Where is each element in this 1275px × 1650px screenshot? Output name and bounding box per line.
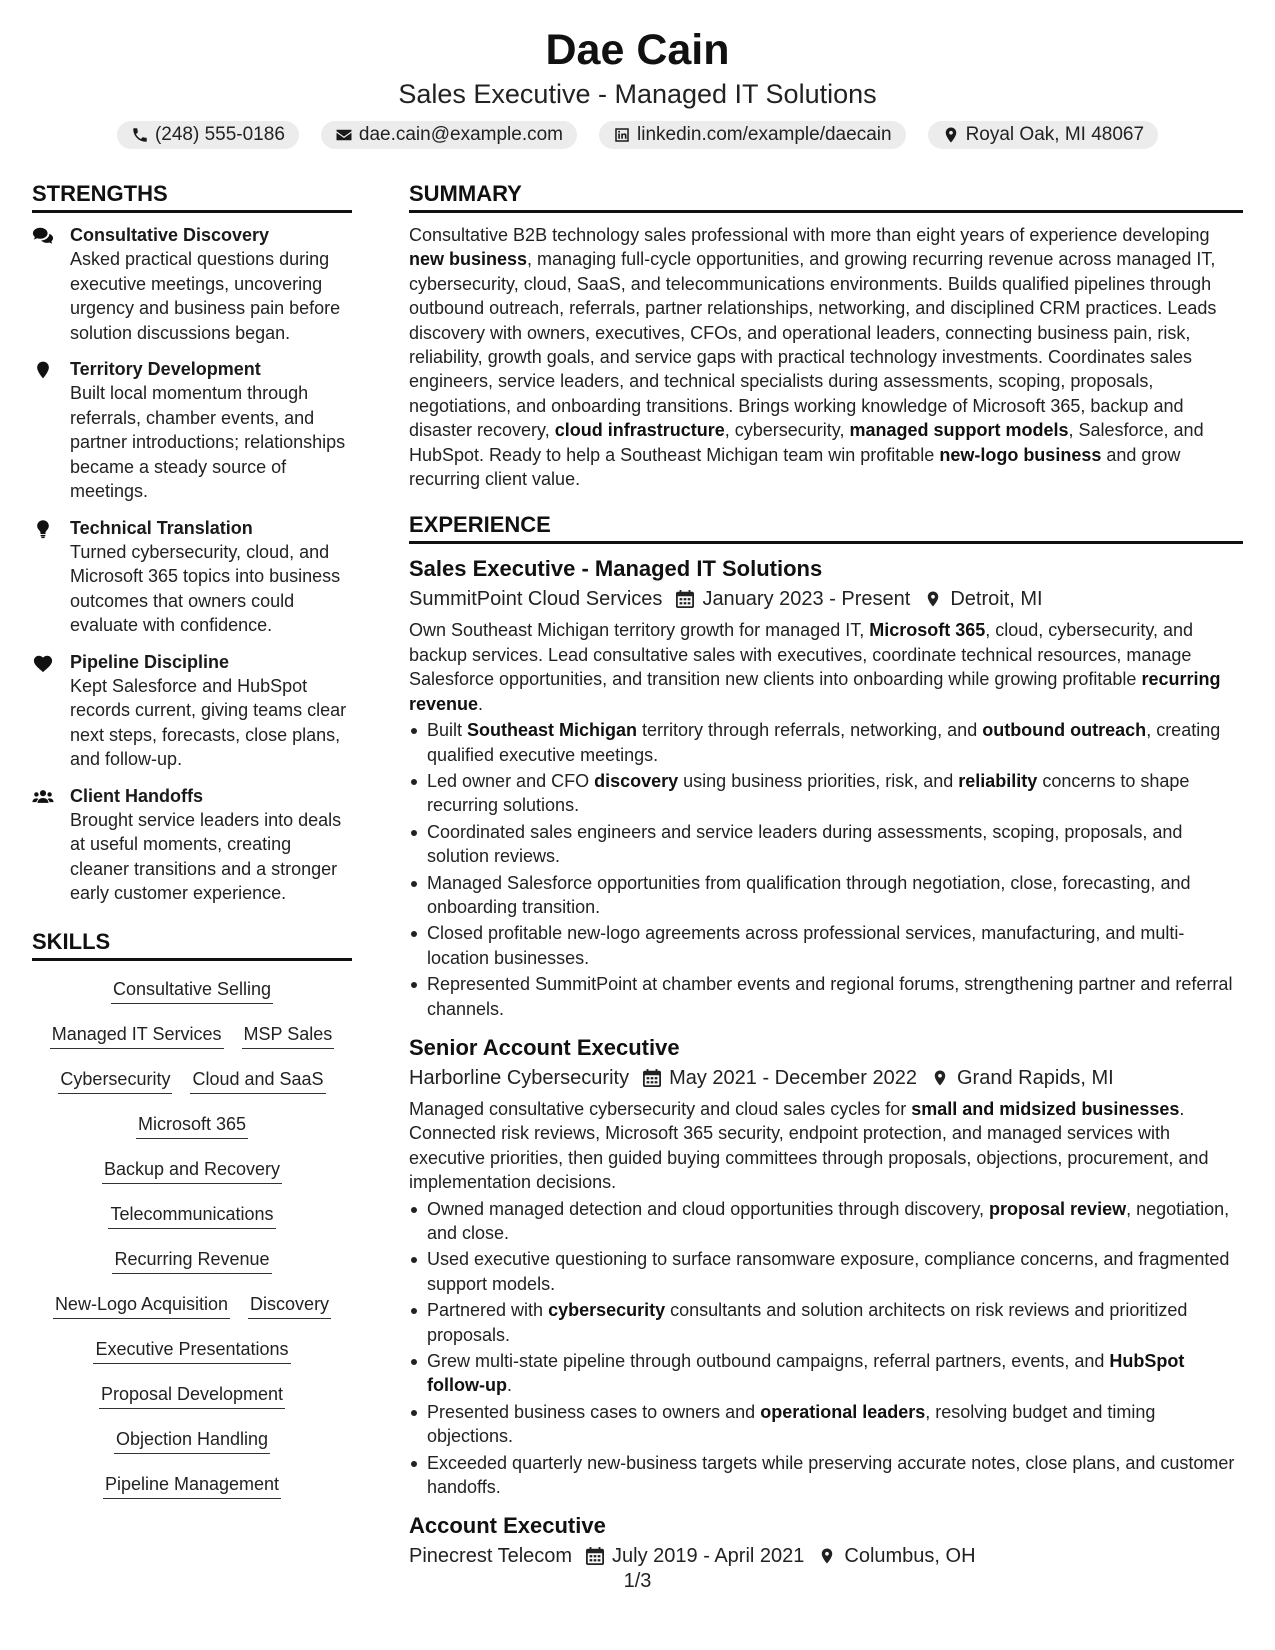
emphasis-text: new-logo business [939, 444, 1102, 465]
skills-section [32, 928, 352, 1511]
envelope-icon [335, 126, 353, 144]
calendar-icon [586, 1546, 604, 1566]
job-entry [409, 1511, 1243, 1571]
emphasis-text: new business [409, 249, 528, 270]
map-pin-icon [32, 360, 54, 380]
skill-tag: Consultative Selling [111, 977, 273, 1004]
job-dates: May 2021 - December 2022 [669, 1066, 917, 1089]
bullet-item [409, 1298, 1243, 1347]
text-run: Built [427, 720, 468, 741]
comments-icon [32, 226, 54, 246]
job-bullets [409, 1197, 1243, 1500]
job-meta [409, 1063, 1243, 1093]
text-run: Closed profitable new-logo agreements across professional services, manufacturing, and multi-location businesses. [427, 923, 1185, 968]
skill-tag: Microsoft 365 [136, 1112, 248, 1139]
text-run: . [478, 693, 484, 714]
users-icon [32, 787, 54, 807]
emphasis-text: small and midsized businesses [911, 1098, 1180, 1119]
email-text: dae.cain@example.com [358, 124, 564, 145]
strength-title: Pipeline Discipline [70, 651, 230, 672]
job-company: SummitPoint Cloud Services [409, 588, 663, 611]
strength-desc: Kept Salesforce and HubSpot records current, giving teams clear next steps, forecasts, close plans, and follow-up. [70, 675, 347, 769]
skill-tag: Discovery [248, 1292, 331, 1319]
text-run: Grew multi-state pipeline through outbound campaigns, referral partners, events, and [427, 1351, 1110, 1372]
text-run: Consultative B2B technology sales professional with more than eight years of experience developing [409, 225, 1210, 245]
strength-desc: Built local momentum through referrals, chamber events, and partner introductions; relationships became a steady source of meetings. [70, 383, 346, 501]
map-pin-icon [931, 1068, 949, 1088]
location-text: Royal Oak, MI 48067 [965, 124, 1145, 145]
strength-desc: Asked practical questions during executive meetings, uncovering urgency and business pain before solution discussions began. [70, 249, 341, 343]
text-run: Managed consultative cybersecurity and cloud sales cycles for [409, 1098, 912, 1119]
text-run: Owned managed detection and cloud opportunities through discovery, [427, 1198, 990, 1219]
lightbulb-icon [32, 519, 54, 539]
map-pin-icon [924, 589, 942, 609]
emphasis-text: managed support models [849, 420, 1069, 441]
left-column [32, 180, 352, 1511]
bullet-item [409, 769, 1243, 818]
skill-tag: New-Logo Acquisition [53, 1292, 230, 1319]
job-title: Sales Executive - Managed IT Solutions [409, 556, 823, 582]
job-title: Senior Account Executive [409, 1034, 680, 1060]
strength-item [32, 223, 352, 345]
text-run: Exceeded quarterly new-business targets while preserving accurate notes, close plans, and customer handoffs. [427, 1452, 1235, 1498]
text-run: Represented SummitPoint at chamber events and regional forums, strengthening partner and referral channels. [427, 974, 1233, 1019]
strength-title: Technical Translation [70, 517, 253, 538]
skill-tag: Recurring Revenue [112, 1247, 271, 1274]
text-run: Presented business cases to owners and [427, 1401, 761, 1422]
text-run: , cybersecurity, [724, 420, 850, 441]
page-number: 1/3 [623, 1570, 652, 1592]
text-run: Managed Salesforce opportunities from qualification through negotiation, close, forecasting, and onboarding transition. [427, 872, 1191, 917]
strengths-section [32, 180, 352, 906]
job-meta [409, 1541, 1243, 1571]
emphasis-text: outbound outreach [982, 720, 1147, 741]
emphasis-text: proposal review [989, 1198, 1127, 1219]
job-location: Columbus, OH [844, 1545, 976, 1568]
calendar-icon [643, 1068, 661, 1088]
job-location: Detroit, MI [950, 588, 1043, 611]
text-run: using business priorities, risk, and [678, 770, 959, 791]
calendar-icon-wrap [643, 1068, 661, 1088]
contact-bar [0, 121, 1275, 149]
linkedin-icon [613, 126, 631, 144]
summary-section [409, 180, 1243, 491]
strength-title: Consultative Discovery [70, 225, 270, 245]
skill-tag: Proposal Development [99, 1382, 285, 1409]
skills-heading: SKILLS [32, 928, 352, 961]
skills-list [32, 971, 352, 1511]
text-run: Led owner and CFO [427, 770, 595, 791]
heart-icon [32, 653, 54, 673]
skill-tag: Managed IT Services [50, 1022, 224, 1049]
bullet-item [409, 921, 1243, 970]
linkedin-text: linkedin.com/example/daecain [637, 124, 892, 145]
calendar-icon [676, 589, 694, 609]
strength-desc: Turned cybersecurity, cloud, and Microsoft 365 topics into business outcomes that owners could evaluate with confidence. [70, 541, 341, 635]
skill-tag: Cloud and SaaS [190, 1067, 325, 1094]
job-dates: July 2019 - April 2021 [612, 1545, 805, 1568]
skill-tag: Objection Handling [114, 1427, 270, 1454]
strength-item [32, 516, 352, 638]
bullet-item [409, 1400, 1243, 1449]
text-run: Used executive questioning to surface ransomware exposure, compliance concerns, and fragmented support models. [427, 1249, 1230, 1294]
bullet-item [409, 871, 1243, 920]
strength-desc: Brought service leaders into deals at useful moments, creating cleaner transitions and a stronger early customer experience. [70, 809, 342, 903]
experience-section [409, 511, 1243, 1571]
emphasis-text: reliability [958, 770, 1038, 791]
job-description [409, 1097, 1243, 1195]
emphasis-text: HubSpot follow-up [427, 1351, 1185, 1396]
experience-heading: EXPERIENCE [409, 511, 1243, 544]
emphasis-text: operational leaders [760, 1401, 926, 1422]
emphasis-text: cloud infrastructure [554, 420, 725, 441]
resume-header [0, 24, 1275, 149]
text-run: consultants and solution architects on risk reviews and prioritized proposals. [427, 1300, 1188, 1345]
skill-tag: Backup and Recovery [102, 1157, 282, 1184]
bullet-item [409, 1349, 1243, 1398]
text-run: . [506, 1375, 512, 1396]
text-run: Partnered with [427, 1300, 549, 1321]
job-title: Account Executive [409, 1513, 606, 1539]
text-run: , negotiation, and close. [427, 1198, 1230, 1243]
location-icon-wrap [818, 1546, 836, 1566]
job-meta [409, 584, 1243, 614]
text-run: Coordinated sales engineers and service leaders during assessments, scoping, proposals, and solution reviews. [427, 821, 1183, 867]
text-run: , resolving budget and timing objections. [427, 1401, 1156, 1447]
strength-item [32, 784, 352, 906]
location-icon-wrap [931, 1068, 949, 1088]
strength-title: Territory Development [70, 359, 261, 379]
calendar-icon-wrap [586, 1546, 604, 1566]
text-run: , managing full-cycle opportunities, and growing recurring revenue across managed IT, cybersecurity, cloud, SaaS, and telecommunications environments. Builds qualified pipelines through outbound outreach, referrals, partner relationships, networking, and disciplined CRM practices. Leads discovery with owners, executives, CFOs, and operational leaders, connecting business pain, risk, reliability, growth goals, and service gaps with practical technology investments. Coordinates sales engineers, service leaders, and technical specialists during assessments, scoping, proposals, negotiations, and onboarding transitions. Brings working knowledge of Microsoft 365, backup and disaster recovery, [409, 249, 1217, 441]
skill-tag: Executive Presentations [93, 1337, 290, 1364]
phone-chip [117, 121, 299, 149]
job-entry [409, 1033, 1243, 1500]
strength-item [32, 357, 352, 504]
text-run: , Salesforce, and HubSpot. Ready to help a Southeast Michigan team win profitable [409, 420, 1204, 465]
text-run: and grow recurring client value. [409, 444, 1181, 490]
bullet-item [409, 1197, 1243, 1246]
location-icon-wrap [924, 589, 942, 609]
bullet-item [409, 820, 1243, 869]
skill-tag: Telecommunications [108, 1202, 275, 1229]
bullet-item [409, 1451, 1243, 1500]
strength-item [32, 650, 352, 772]
linkedin-chip[interactable] [599, 121, 906, 149]
candidate-name: Dae Cain [545, 26, 730, 74]
emphasis-text: discovery [594, 770, 679, 791]
text-run: . Connected risk reviews, Microsoft 365 security, endpoint protection, and managed services with executive priorities, then guided buying committees through proposals, objections, procurement, and implementation decisions. [409, 1098, 1209, 1193]
skill-tag: Pipeline Management [103, 1472, 281, 1499]
candidate-role: Sales Executive - Managed IT Solutions [398, 79, 877, 109]
job-list [409, 554, 1243, 1571]
summary-text [409, 223, 1243, 491]
strengths-heading: STRENGTHS [32, 180, 352, 213]
right-column [409, 180, 1243, 1583]
emphasis-text: cybersecurity [548, 1300, 666, 1321]
calendar-icon-wrap [676, 589, 694, 609]
emphasis-text: Southeast Michigan [467, 720, 638, 741]
text-run: territory through referrals, networking, and [637, 720, 983, 741]
text-run: Own Southeast Michigan territory growth for managed IT, [409, 620, 870, 641]
phone-icon [131, 126, 149, 144]
job-location: Grand Rapids, MI [957, 1066, 1114, 1089]
job-entry [409, 554, 1243, 1021]
location-chip [928, 121, 1158, 149]
job-bullets [409, 718, 1243, 1021]
emphasis-text: recurring revenue [409, 669, 1221, 714]
job-company: Pinecrest Telecom [409, 1545, 573, 1568]
summary-heading: SUMMARY [409, 180, 1243, 213]
job-company: Harborline Cybersecurity [409, 1066, 630, 1089]
job-dates: January 2023 - Present [702, 588, 911, 611]
emphasis-text: Microsoft 365 [869, 620, 986, 641]
map-pin-icon [942, 126, 960, 144]
strength-title: Client Handoffs [70, 785, 203, 806]
bullet-item [409, 1247, 1243, 1296]
text-run: , cloud, cybersecurity, and backup services. Lead consultative sales with executives, coordinate technical resources, manage Salesforce opportunities, and transition new clients into onboarding while growing profitable [409, 620, 1194, 690]
text-run: concerns to shape recurring solutions. [427, 770, 1190, 816]
bullet-item [409, 972, 1243, 1021]
phone-text: (248) 555-0186 [154, 124, 285, 145]
bullet-item [409, 718, 1243, 767]
map-pin-icon [818, 1546, 836, 1566]
skill-tag: Cybersecurity [58, 1067, 172, 1094]
job-description [409, 618, 1243, 716]
text-run: , creating qualified executive meetings. [427, 720, 1221, 765]
skill-tag: MSP Sales [242, 1022, 335, 1049]
email-chip[interactable] [321, 121, 577, 149]
